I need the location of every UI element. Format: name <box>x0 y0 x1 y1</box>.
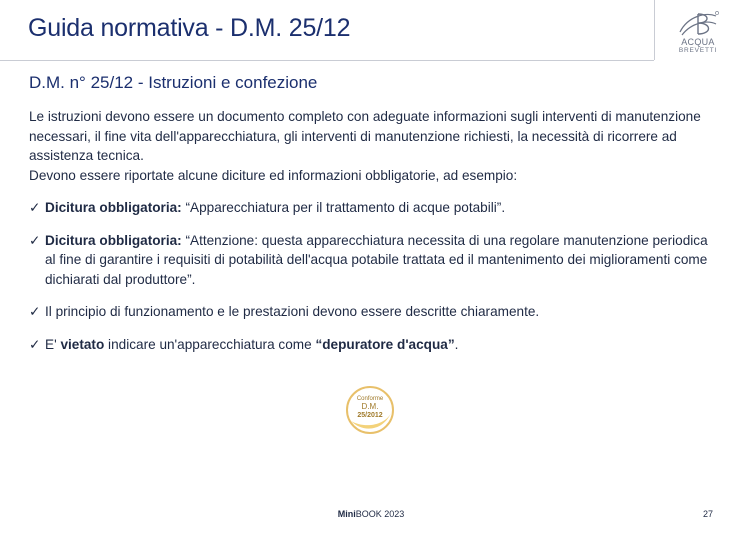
check-icon: ✓ <box>29 304 41 319</box>
section-subtitle: D.M. n° 25/12 - Istruzioni e confezione <box>29 73 318 92</box>
check-icon: ✓ <box>29 232 41 248</box>
logo-text-brevetti: BREVETTI <box>678 47 718 54</box>
content-body <box>29 107 709 354</box>
requirements-paragraph: Devono essere riportate alcune diciture ed informazioni obbligatorie, ad esempio: <box>29 167 518 183</box>
bullet-item-4 <box>29 335 709 355</box>
logo-mark-icon <box>676 10 720 38</box>
seal-text-1: Conforme <box>356 396 384 402</box>
bullet-4-middle: indicare un'apparecchiatura come <box>104 336 316 352</box>
conformity-seal-icon <box>345 385 395 435</box>
bullet-4-suffix: . <box>454 336 459 352</box>
page-number: 27 <box>703 509 714 519</box>
bullet-4-prefix: E' <box>45 336 61 352</box>
seal-text-2: D.M. <box>361 402 379 411</box>
bullet-item-3 <box>29 302 709 322</box>
check-icon: ✓ <box>29 200 41 215</box>
bullet-4-bold-2: “depuratore d'acqua” <box>315 336 455 352</box>
bullet-4-bold-1: vietato <box>60 336 105 352</box>
footer-brand-bold: Mini <box>337 509 356 519</box>
check-icon: ✓ <box>29 336 41 352</box>
header-divider <box>0 60 654 61</box>
bullet-2-text: “Attenzione: questa apparecchiatura necessita di una regolare manutenzione periodica al fine di garantire i requisiti di potabilità dell'acqua potabile trattata ed il mantenimento dei miglioramenti come dichiarati dal produttore”. <box>45 232 708 287</box>
intro-paragraph: Le istruzioni devono essere un documento completo con adeguate informazioni sugli interventi di manutenzione necessari, il fine vita dell'apparecchiatura, gli interventi di manutenzione richiesti, la necessità di ricorrere ad assistenza tecnica. <box>29 109 701 163</box>
footer-brand <box>0 509 742 519</box>
bullet-1-bold: Dicitura obbligatoria: <box>45 200 182 215</box>
seal-text-3: 25/2012 <box>357 412 383 419</box>
logo-text-acqua: ACQUA <box>681 37 715 47</box>
bullet-3-text: Il principio di funzionamento e le prestazioni devono essere descritte chiaramente. <box>45 304 540 319</box>
bullet-1-text: “Apparecchiatura per il trattamento di acque potabili”. <box>181 200 506 215</box>
bullet-item-1 <box>29 198 709 218</box>
page-title: Guida normativa - D.M. 25/12 <box>28 14 351 42</box>
acqua-brevetti-logo <box>667 10 729 66</box>
header-vertical-divider <box>654 0 655 60</box>
bullet-item-2 <box>29 231 709 290</box>
footer-brand-rest: BOOK 2023 <box>355 509 405 519</box>
bullet-2-bold: Dicitura obbligatoria: <box>45 232 182 248</box>
